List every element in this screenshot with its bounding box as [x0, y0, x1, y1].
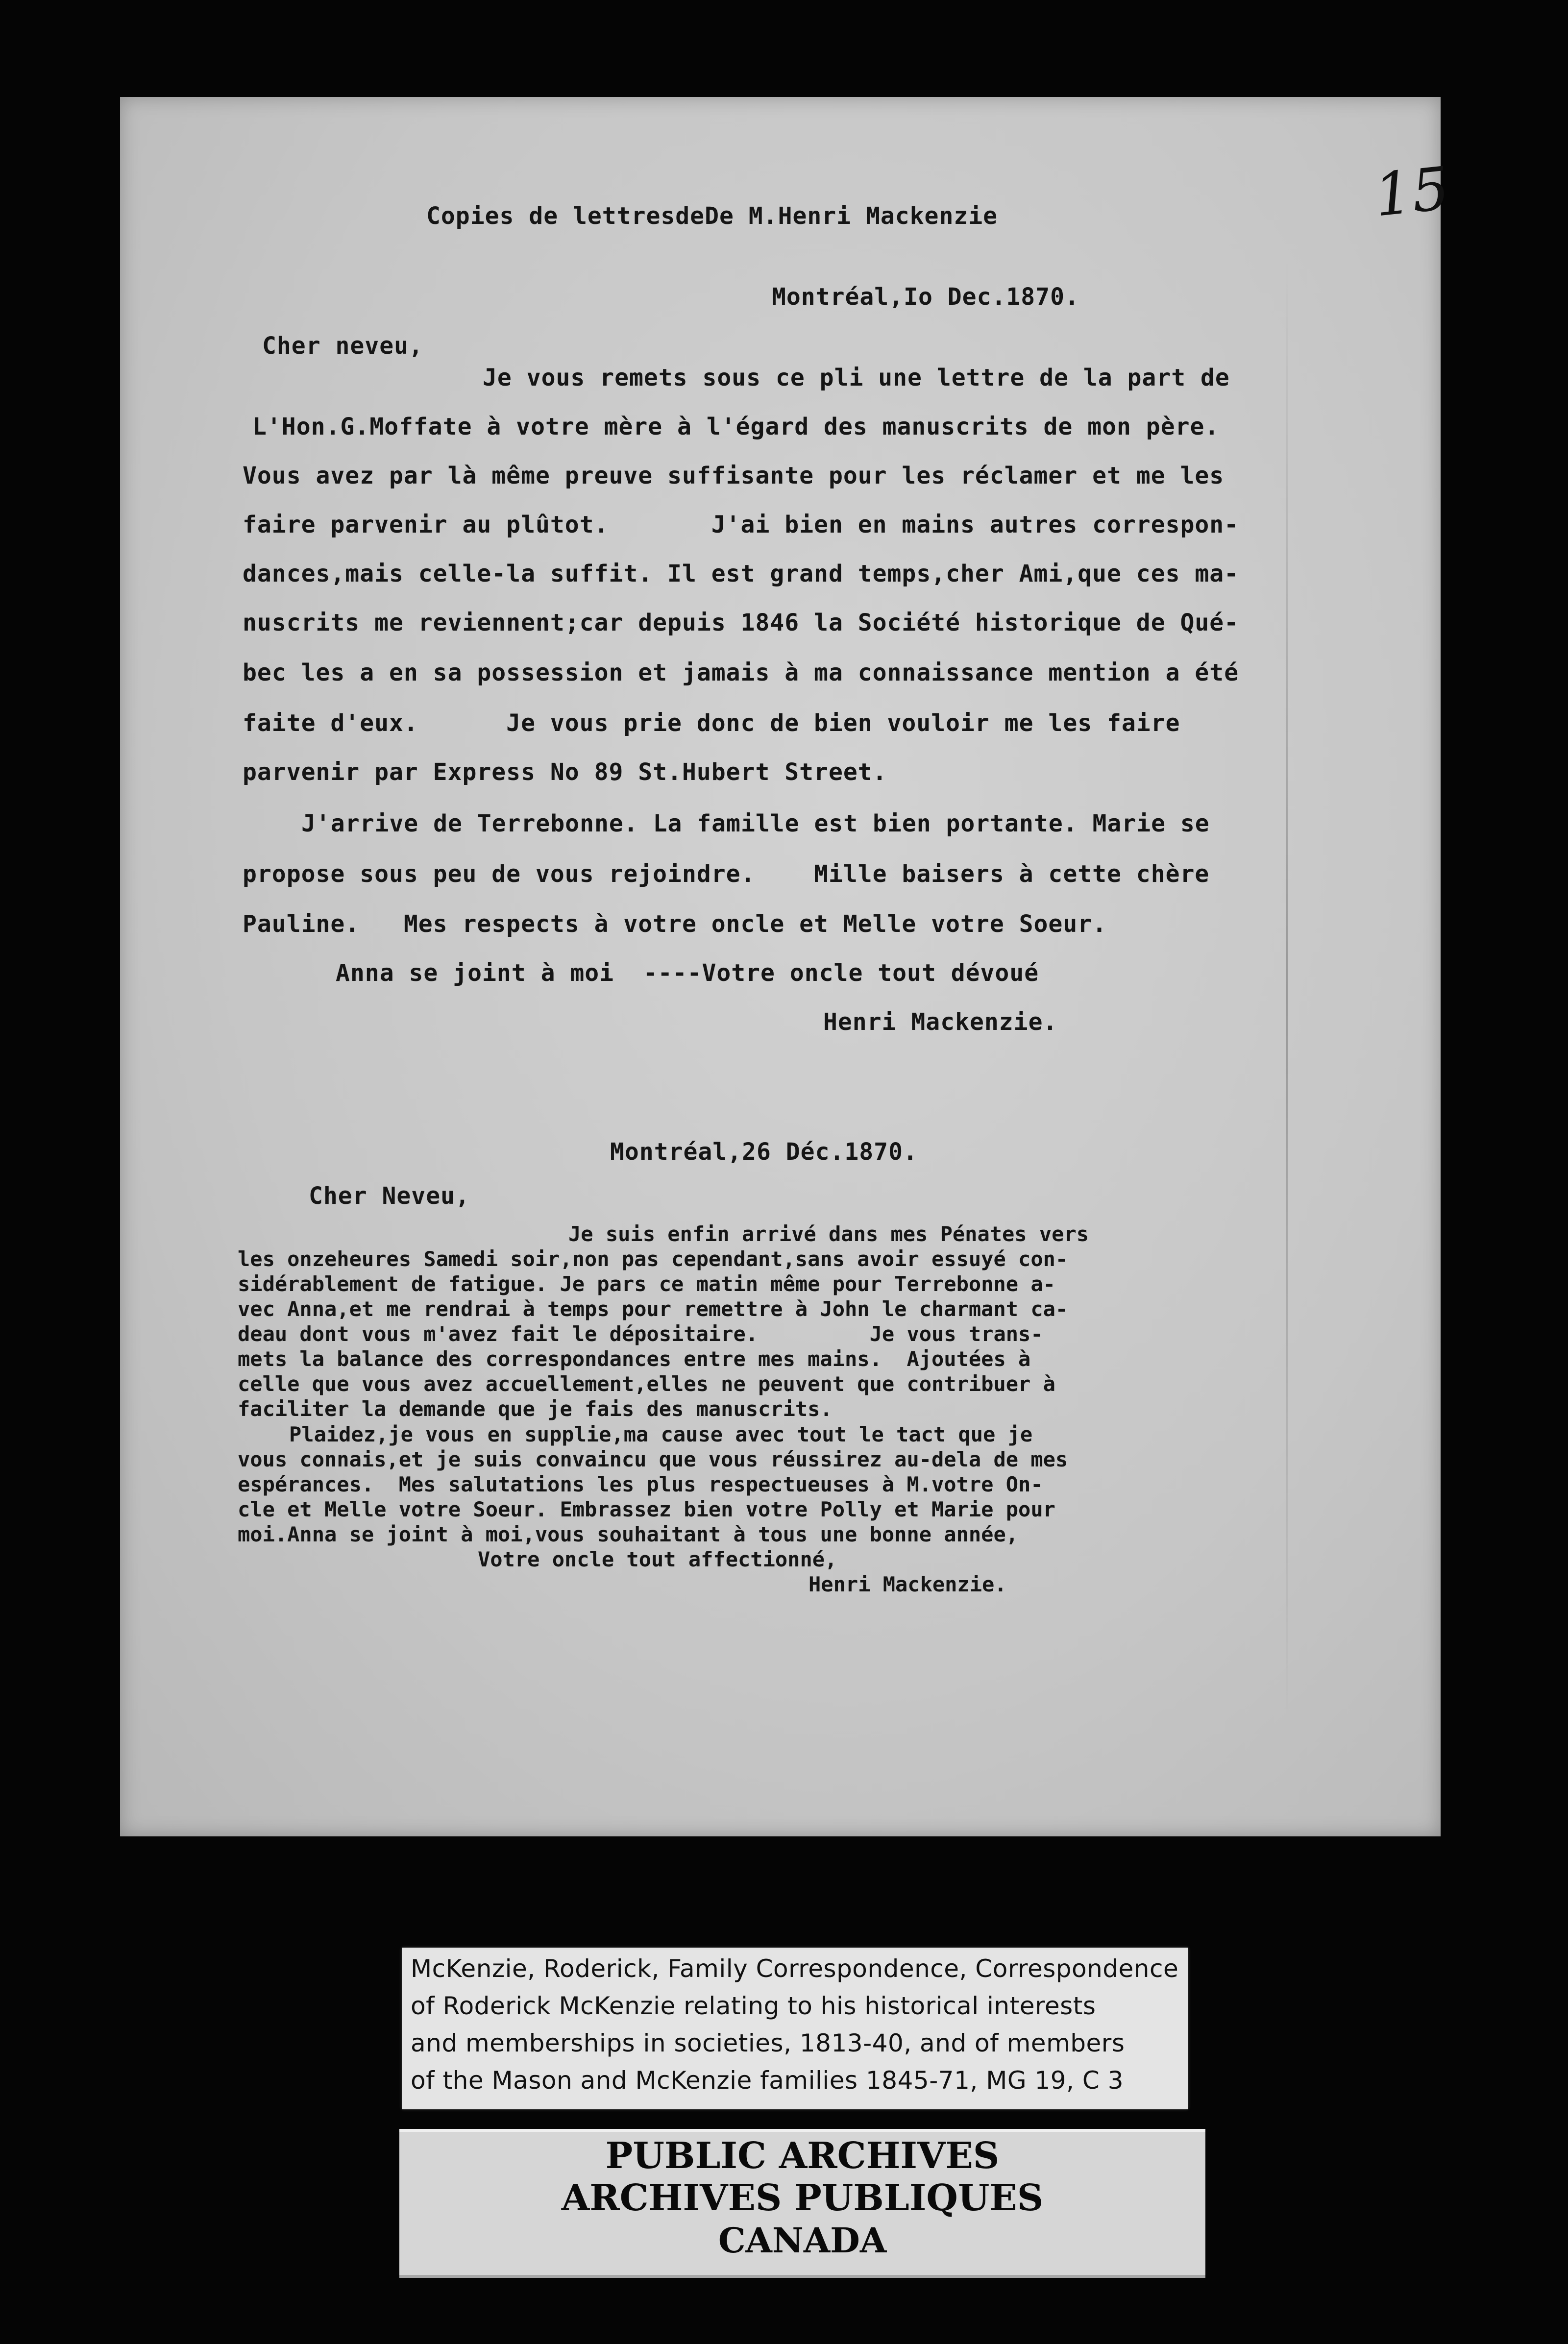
label-line: McKenzie, Roderick, Family Correspondence, Correspondence: [411, 1954, 1179, 1983]
letter1-line: parvenir par Express No 89 St.Hubert Street.: [243, 758, 887, 786]
letter1-line: L'Hon.G.Moffate à votre mère à l'égard des manuscrits de mon père.: [252, 413, 1220, 440]
letter2-line: Plaidez,je vous en supplie,ma cause avec tout le tact que je: [289, 1422, 1033, 1446]
letter1-salutation: Cher neveu,: [262, 332, 423, 360]
letter2-line: Votre oncle tout affectionné,: [478, 1547, 837, 1571]
letter2-line: cle et Melle votre Soeur. Embrassez bien votre Polly et Marie pour: [238, 1497, 1055, 1521]
letter2-line: faciliter la demande que je fais des manuscrits.: [238, 1397, 833, 1421]
letter2-line: celle que vous avez accuellement,elles ne peuvent que contribuer à: [238, 1372, 1055, 1396]
letter2-line: espérances. Mes salutations les plus respectueuses à M.votre On-: [238, 1472, 1043, 1496]
letter1-line: Je vous remets sous ce pli une lettre de la part de: [483, 364, 1230, 391]
stamp-line-3: CANADA: [718, 2220, 887, 2261]
letter2-line: moi.Anna se joint à moi,vous souhaitant à tous une bonne année,: [238, 1522, 1019, 1546]
letter1-line: faite d'eux. Je vous prie donc de bien vouloir me les faire: [243, 709, 1180, 737]
letter1-line: nuscrits me reviennent;car depuis 1846 la Société historique de Qué-: [243, 609, 1239, 636]
label-line: of Roderick McKenzie relating to his historical interests: [411, 1992, 1096, 2020]
letter1-line: bec les a en sa possession et jamais à ma connaissance mention a été: [243, 659, 1239, 686]
letter2-line: sidérablement de fatigue. Je pars ce matin même pour Terrebonne a-: [238, 1272, 1055, 1296]
letter1-line: Pauline. Mes respects à votre oncle et Melle votre Soeur.: [243, 910, 1107, 938]
catalogue-label: [402, 1948, 1188, 2109]
letter2-line: Je suis enfin arrivé dans mes Pénates vers: [568, 1222, 1089, 1246]
letter2-line: mets la balance des correspondances entre mes mains. Ajoutées à: [238, 1347, 1031, 1371]
letter1-heading: Copies de lettresdeDe M.Henri Mackenzie: [426, 202, 998, 230]
letter2-line: les onzeheures Samedi soir,non pas cependant,sans avoir essuyé con-: [238, 1247, 1068, 1271]
letter2-salutation: Cher Neveu,: [309, 1182, 470, 1210]
letter1-line: Vous avez par là même preuve suffisante pour les réclamer et me les: [243, 462, 1225, 489]
letter1-line: faire parvenir au plûtot. J'ai bien en mains autres correspon-: [243, 511, 1239, 538]
letter1-date: Montréal,Io Dec.1870.: [772, 283, 1079, 311]
stamp-line-1: PUBLIC ARCHIVES: [605, 2135, 1000, 2177]
archives-stamp: [399, 2129, 1205, 2278]
letter-sheet: [120, 97, 1453, 1836]
letter1-line: propose sous peu de vous rejoindre. Mille baisers à cette chère: [243, 860, 1210, 888]
letter1-line: Anna se joint à moi ----Votre oncle tout dévoué: [336, 959, 1039, 987]
label-line: and memberships in societies, 1813-40, and of members: [411, 2029, 1125, 2057]
letter2-line: deau dont vous m'avez fait le dépositaire. Je vous trans-: [238, 1322, 1043, 1346]
letter2-line: vec Anna,et me rendrai à temps pour remettre à John le charmant ca-: [238, 1297, 1068, 1321]
letter2-signature: Henri Mackenzie.: [808, 1572, 1007, 1596]
label-line: of the Mason and McKenzie families 1845-71, MG 19, C 3: [411, 2066, 1124, 2095]
page-number: 15: [1371, 154, 1453, 230]
film-scratch: [1286, 259, 1288, 1729]
stamp-line-2: ARCHIVES PUBLIQUES: [561, 2177, 1044, 2219]
letter1-line: J'arrive de Terrebonne. La famille est bien portante. Marie se: [301, 810, 1210, 837]
letter1-line: dances,mais celle-la suffit. Il est grand temps,cher Ami,que ces ma-: [243, 560, 1239, 587]
letter2-line: vous connais,et je suis convaincu que vous réussirez au-dela de mes: [238, 1447, 1068, 1471]
letter1-signature: Henri Mackenzie.: [823, 1008, 1058, 1036]
letter2-date: Montréal,26 Déc.1870.: [610, 1138, 918, 1166]
